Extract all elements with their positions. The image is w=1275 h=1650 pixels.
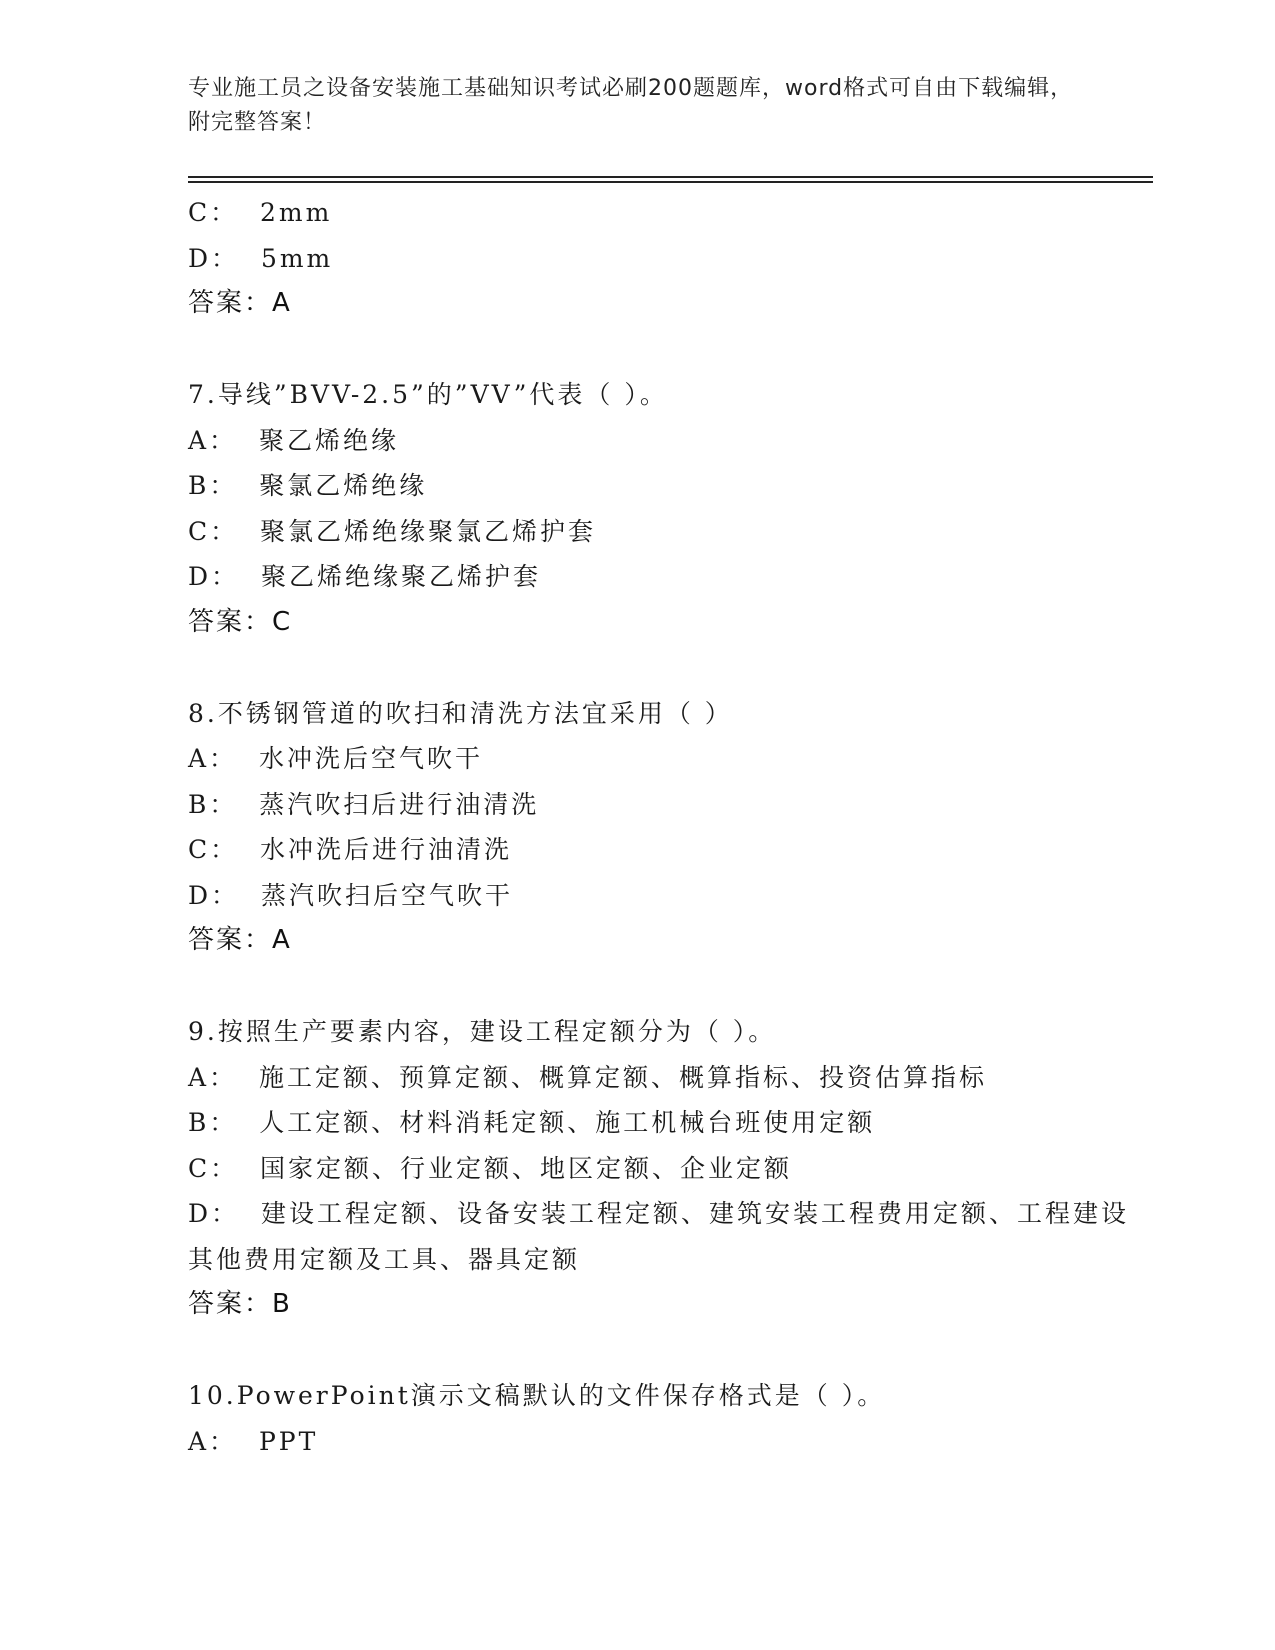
- document-header: [188, 72, 1088, 140]
- header-rule-top: [188, 176, 1153, 178]
- option-d: D： 建设工程定额、设备安装工程定额、建筑安装工程费用定额、工程建设其他费用定额及工具、器具定额: [188, 1199, 1129, 1274]
- option-b: B： 蒸汽吹扫后进行油清洗: [188, 789, 540, 819]
- option-c: C： 聚氯乙烯绝缘聚氯乙烯护套: [188, 516, 597, 546]
- option-d: D： 5mm: [188, 243, 334, 273]
- answer: 答案：A: [188, 925, 292, 955]
- question-10: [188, 1373, 1148, 1464]
- answer: 答案：B: [188, 1289, 292, 1319]
- header-title: 专业施工员之设备安装施工基础知识考试必刷200题题库，word格式可自由下载编辑，附完整答案！: [188, 76, 1074, 135]
- option-a: A： 水冲洗后空气吹干: [188, 744, 483, 773]
- header-rule-bottom: [188, 181, 1153, 183]
- option-b: B： 聚氯乙烯绝缘: [188, 471, 428, 500]
- option-a: A： PPT: [188, 1426, 319, 1456]
- spacer: [188, 645, 1148, 691]
- spacer: [188, 964, 1148, 1010]
- option-d: D： 蒸汽吹扫后空气吹干: [188, 880, 513, 910]
- option-c: C： 国家定额、行业定额、地区定额、企业定额: [188, 1153, 793, 1183]
- question-stem: 8.不锈钢管道的吹扫和清洗方法宜采用（ ）: [188, 698, 733, 728]
- answer: 答案：A: [188, 288, 292, 318]
- document-body: [188, 190, 1148, 1464]
- question-stem: 7.导线”BVV-2.5”的”VV”代表（ ）。: [188, 380, 668, 409]
- question-9: [188, 1009, 1148, 1328]
- option-a: A： 聚乙烯绝缘: [188, 425, 399, 455]
- option-b: B： 人工定额、材料消耗定额、施工机械台班使用定额: [188, 1108, 876, 1137]
- option-c: C： 水冲洗后进行油清洗: [188, 835, 513, 864]
- question-stem: 10.PowerPoint演示文稿默认的文件保存格式是（ ）。: [188, 1381, 886, 1410]
- question-8: [188, 691, 1148, 964]
- question-stem: 9.按照生产要素内容，建设工程定额分为（ ）。: [188, 1017, 777, 1046]
- spacer: [188, 1328, 1148, 1374]
- option-c: C： 2mm: [188, 198, 333, 227]
- option-d: D： 聚乙烯绝缘聚乙烯护套: [188, 562, 541, 591]
- question-6-tail: [188, 190, 1148, 327]
- spacer: [188, 327, 1148, 373]
- answer: 答案：C: [188, 606, 293, 637]
- option-a: A： 施工定额、预算定额、概算定额、概算指标、投资估算指标: [188, 1062, 987, 1092]
- question-7: [188, 372, 1148, 645]
